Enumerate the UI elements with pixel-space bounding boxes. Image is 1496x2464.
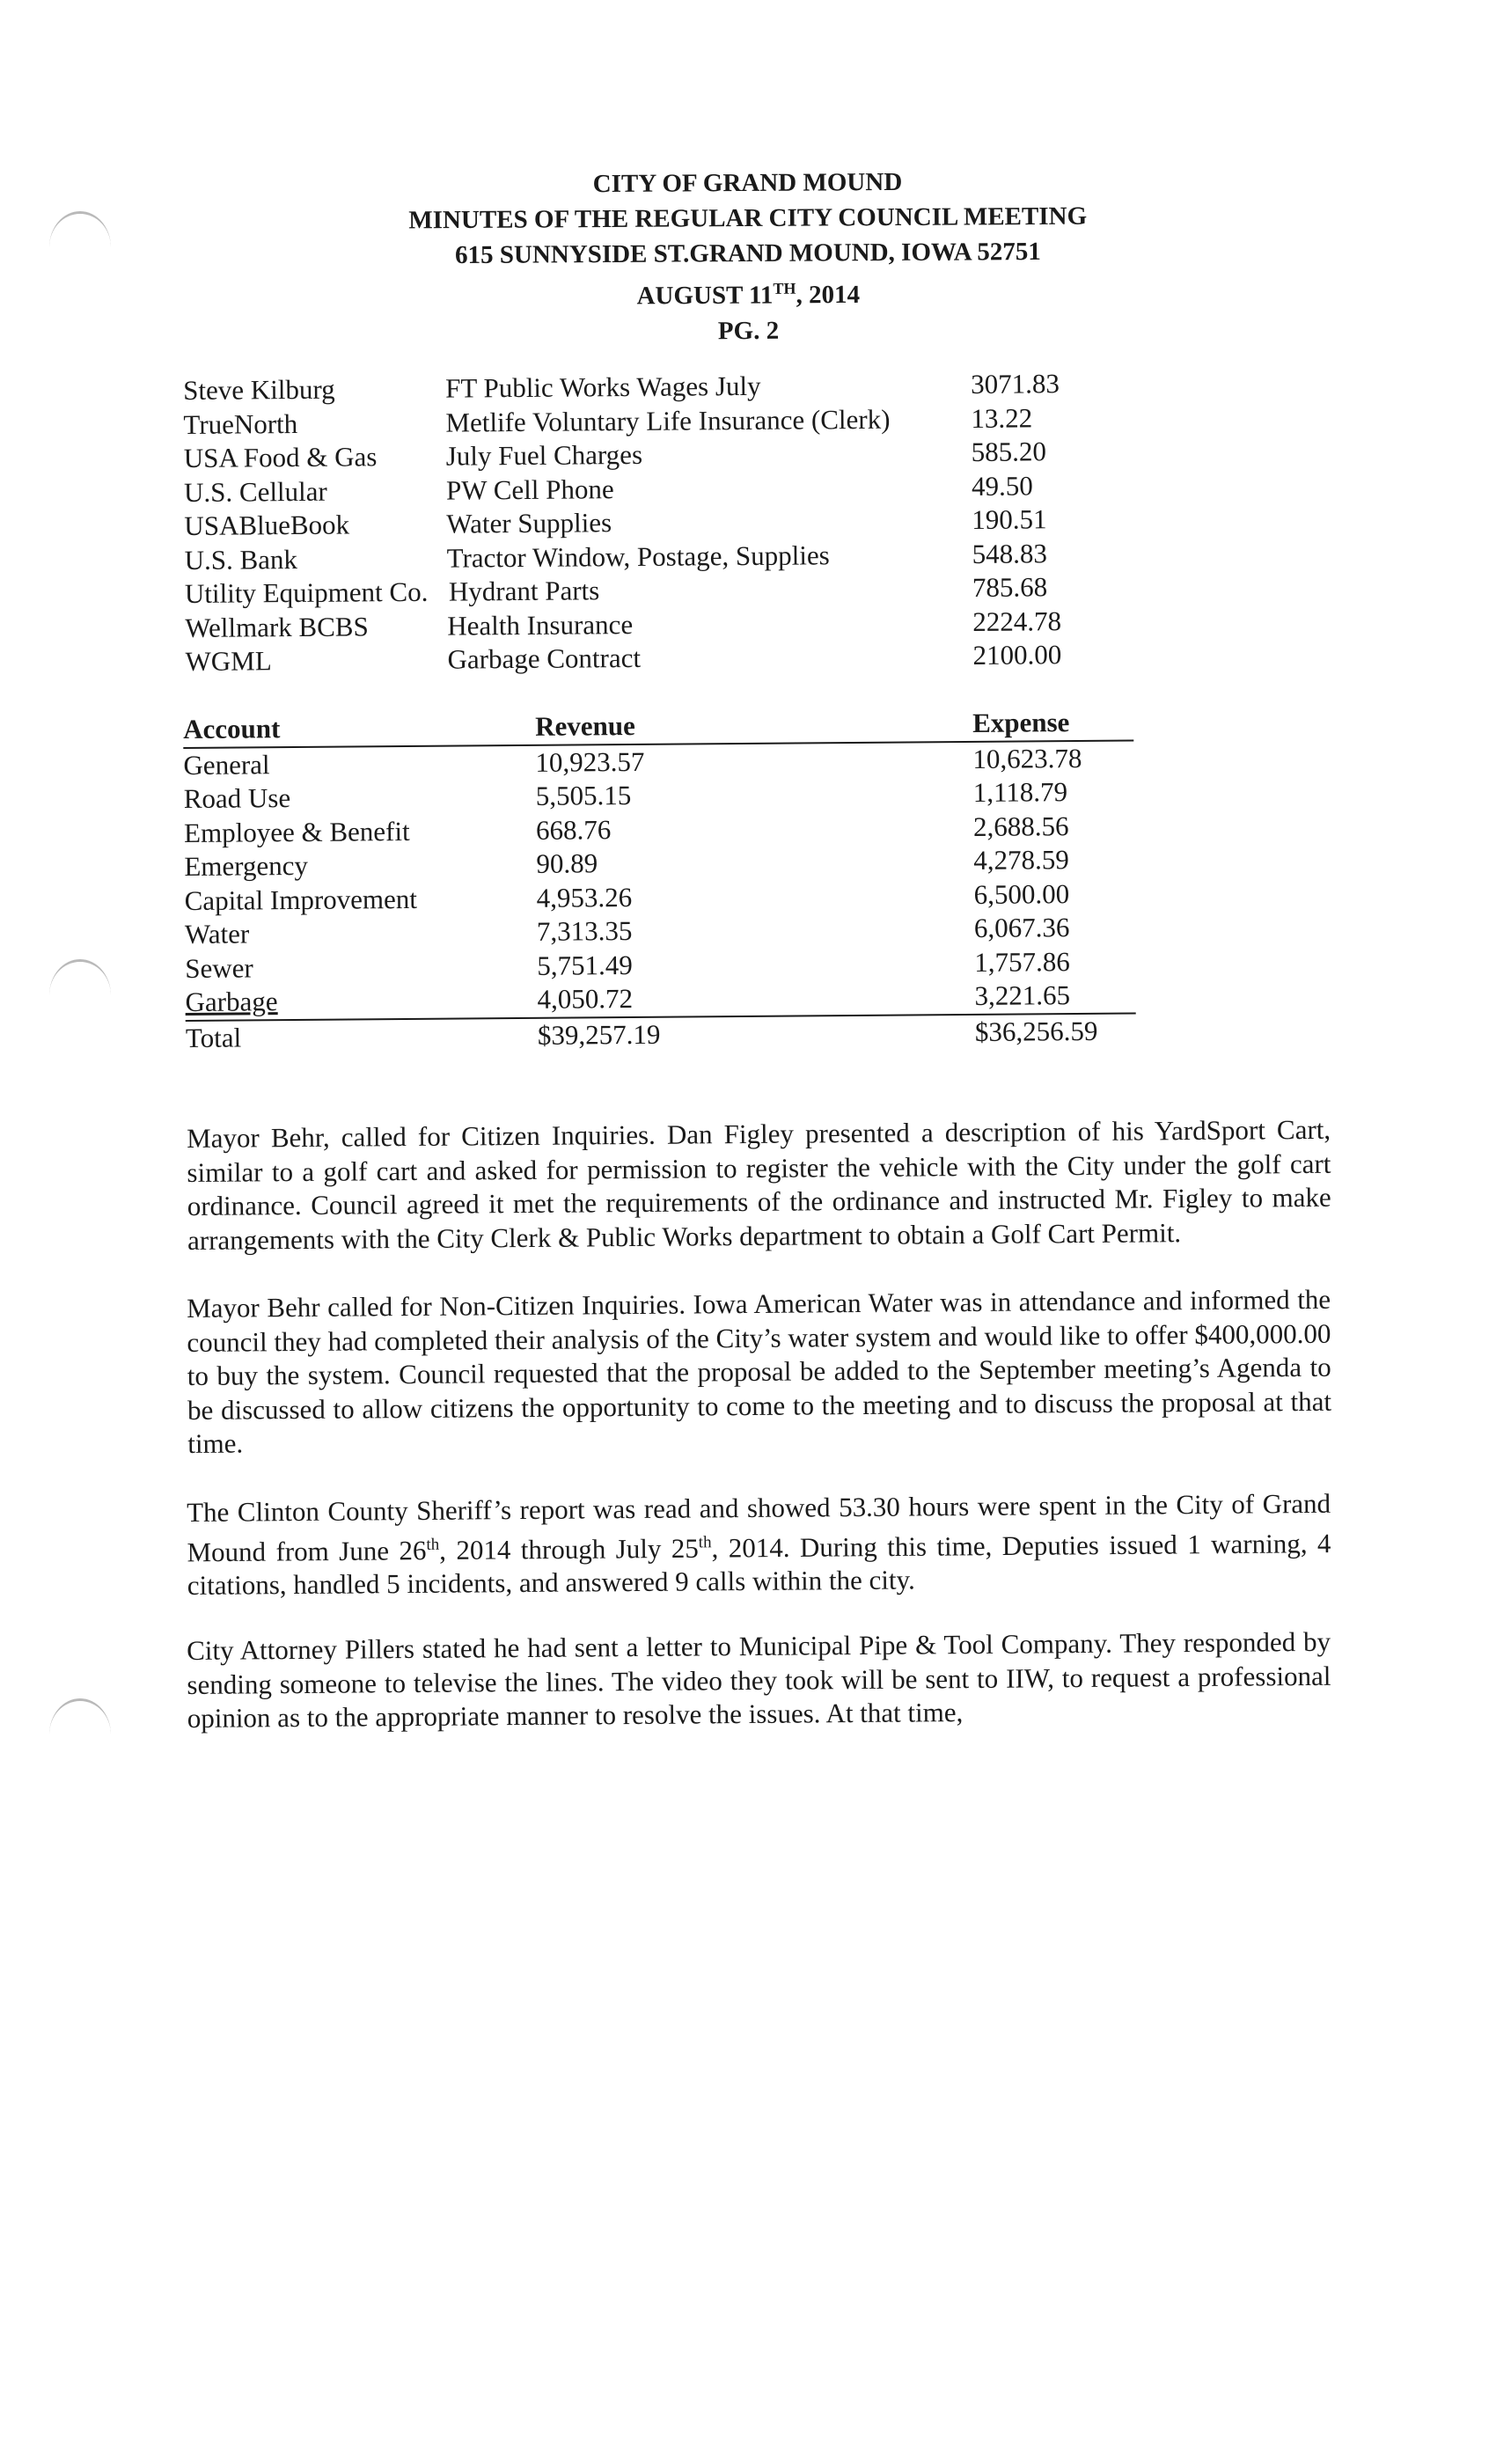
- citizen-inquiries-paragraph: Mayor Behr, called for Citizen Inquiries. Dan Figley presented a description of his YardSport Cart, similar to a golf cart and asked for permission to register the vehicle with the City under the golf cart ordinance. Council agreed it met the requirements of the ordinance and instructed Mr. Figley to make arrangements with the City Clerk & Public Works department to obtain a Golf Cart Permit.: [187, 1113, 1331, 1256]
- expense-column-header: Expense: [972, 707, 1070, 738]
- non-citizen-inquiries-paragraph: Mayor Behr called for Non-Citizen Inquiries. Iowa American Water was in attendance and informed the council they had completed their analysis of the City’s water system and would like to offer $400,000.00 to buy the system. Council requested that the proposal be added to the September meeting’s Agenda to be discussed to allow citizens the opportunity to come to the meeting and to discuss the proposal at that time.: [187, 1283, 1332, 1459]
- payee-list: [183, 367, 1110, 679]
- table-total-row: Total $39,257.19 $36,256.59: [185, 1015, 1098, 1053]
- table-row: General 10,923.57 10,623.78: [183, 742, 1082, 781]
- account-column-header: Account: [183, 713, 281, 744]
- table-row: Water 7,313.35 6,067.36: [184, 912, 1070, 950]
- payee-row: TrueNorth Metlife Voluntary Life Insurance (Clerk) 13.22: [183, 401, 1033, 440]
- meeting-address: 615 SUNNYSIDE ST.GRAND MOUND, IOWA 52751: [455, 237, 1041, 270]
- account-summary-table: [183, 706, 1136, 1055]
- table-row: Road Use 5,505.15 1,118.79: [183, 776, 1068, 814]
- city-attorney-paragraph: City Attorney Pillers stated he had sent a letter to Municipal Pipe & Tool Company. They responded by sending someone to televise the lines. The video they took will be sent to IIW, to request a professional opinion as to the appropriate manner to resolve the issues. At that time,: [187, 1625, 1331, 1734]
- table-row: Garbage 4,050.72 3,221.65: [185, 979, 1135, 1022]
- table-row: Capital Improvement 4,953.26 6,500.00: [184, 877, 1070, 916]
- meeting-date: AUGUST 11TH, 2014: [636, 279, 861, 311]
- sheriff-report-paragraph: The Clinton County Sheriff’s report was read and showed 53.30 hours were spent in the City of Grand Mound from June 26th, 2014 through July 25th, 2014. During this time, Deputies issued 1 warning, 4 citations, handled 5 incidents, and answered 9 calls within the city.: [187, 1487, 1331, 1602]
- payee-row: WGML Garbage Contract 2100.00: [185, 639, 1062, 677]
- document-header: [0, 161, 1496, 353]
- payee-row: U.S. Bank Tractor Window, Postage, Supplies 548.83: [184, 537, 1048, 576]
- revenue-column-header: Revenue: [534, 709, 635, 742]
- payee-row: U.S. Cellular PW Cell Phone 49.50: [183, 469, 1033, 508]
- payee-row: Wellmark BCBS Health Insurance 2224.78: [185, 605, 1062, 643]
- payee-row: Utility Equipment Co. Hydrant Parts 785.68: [184, 571, 1048, 609]
- table-row: Employee & Benefit 668.76 2,688.56: [183, 810, 1069, 848]
- payee-row: USABlueBook Water Supplies 190.51: [184, 503, 1047, 541]
- payee-row: Steve Kilburg FT Public Works Wages July 3071.83: [183, 368, 1060, 406]
- payee-row: USA Food & Gas July Fuel Charges 585.20: [183, 436, 1047, 473]
- punch-hole-mark: [49, 1698, 111, 1734]
- table-row: Emergency 90.89 4,278.59: [184, 844, 1069, 882]
- punch-hole-mark: [49, 959, 111, 995]
- table-row: Sewer 5,751.49 1,757.86: [185, 945, 1070, 984]
- page-number: PG. 2: [717, 316, 780, 345]
- meeting-title: MINUTES OF THE REGULAR CITY COUNCIL MEETING: [408, 202, 1088, 235]
- city-name: CITY OF GRAND MOUND: [592, 167, 903, 199]
